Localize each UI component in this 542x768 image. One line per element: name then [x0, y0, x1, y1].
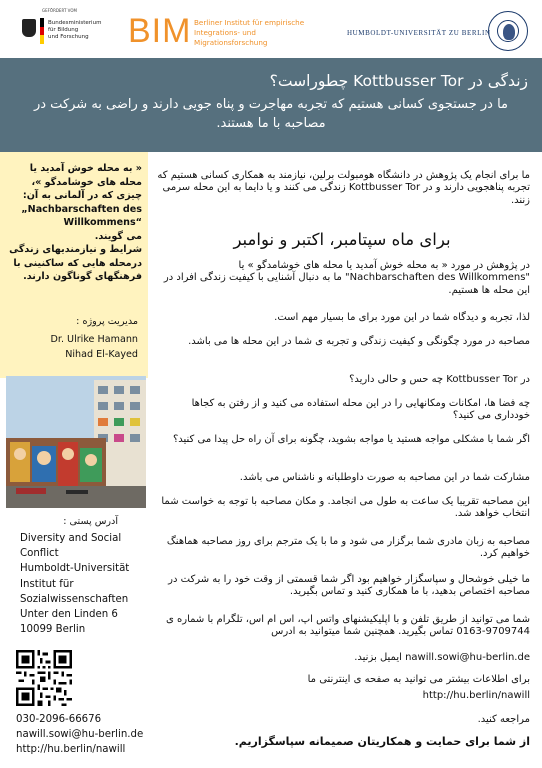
paragraph: مصاحبه در مورد چگونگی و کیفیت زندگی و تجربه ی شما در این محله ها می باشد.	[188, 336, 530, 347]
welcome-text-2: می گویند.	[94, 230, 142, 242]
paragraph	[154, 260, 530, 297]
bim-line: Integrations- und Migrationsforschung	[194, 28, 268, 47]
welcome-box	[6, 162, 142, 284]
header	[0, 0, 542, 58]
manager-label: مدیریت پروژه :	[76, 316, 138, 327]
page-subtitle: ما در جستجوی کسانی هستیم که تجربه مهاجرت و پناه جویی دارند و راضی به شرکت در مصاحبه با ما هستند.	[33, 97, 509, 131]
bmbf-name	[48, 20, 102, 41]
bmbf-logo	[14, 6, 102, 52]
federal-eagle-icon	[22, 19, 36, 37]
sidebar	[0, 152, 148, 768]
paragraph-text: شما می توانید از طریق تلفن و با اپلیکیشنهای واتس اپ، اس ام اس، تلگرام با شماره ی	[166, 614, 530, 625]
phone-number: 0163-9709744	[456, 626, 530, 638]
paragraph-text: ایمیل بزنید.	[354, 652, 402, 663]
address-line: Humboldt-Universität	[20, 563, 130, 575]
thanks-line: از شما برای حمایت و همکاریتان صمیمانه سپاسگزاریم.	[234, 735, 530, 748]
paragraph: ما خیلی خوشحال و سپاسگزار خواهیم بود اگر شما قسمتی از وقت خود را به شرکت در مصاحبه اختصاص بدهید، با ما همکاری کنید و تماس بگیرید.	[168, 574, 530, 598]
address-line: Conflict	[20, 548, 59, 560]
place-name: Kottbusser Tor	[446, 374, 518, 385]
welcome-german: „Nachbarschaften des Willkommens“	[21, 203, 142, 228]
date-heading: برای ماه سپتامبر، اکتبر و نوامبر	[233, 230, 451, 249]
paragraph: مشارکت شما در این مصاحبه به صورت داوطلبانه و ناشناس می باشد.	[239, 472, 530, 483]
address-line: Diversity and Social	[20, 533, 122, 544]
intro-text-2: زندگی می کنند و یا دایما به این محله سرمی زنند.	[162, 182, 530, 206]
intro-text: ما برای انجام یک پژوهش در دانشگاه هومبولت برلین، نیازمند به همکاری کسانی هستیم که تجربه پناهجویی دارند و در	[157, 170, 530, 194]
paragraph: لذا، تجربه و دیدگاه شما در این مورد برای ما بسیار مهم است.	[274, 312, 530, 323]
german-flag-icon	[40, 18, 44, 44]
hu-seal-portrait	[503, 24, 515, 40]
welcome-text: « به محله خوش آمدید یا محله های خوشامدگو »، چیزی که در آلمانی به آن:	[22, 163, 142, 201]
paragraph-text: در پژوهش در مورد « به محله خوش آمدید یا محله های خوشامدگو » یا	[238, 260, 530, 271]
bmbf-tag: GEFÖRDERT VOM	[42, 8, 77, 13]
qr-code[interactable]	[16, 650, 72, 706]
manager-name: Dr. Ulrike Hamann	[50, 334, 138, 345]
manager-list	[8, 332, 138, 362]
intro-paragraph	[154, 170, 530, 207]
kottbusser-tor-photo	[6, 376, 146, 508]
address-line: Unter den Linden 6	[20, 609, 118, 621]
paragraph-text: تماس بگیرید. همچنین شما میتوانید به ادرس	[271, 626, 454, 638]
bmbf-line: für Bildung	[48, 27, 79, 33]
manager-name: Nihad El-Kayed	[65, 349, 138, 360]
paragraph: اگر شما با مشکلی مواجه هستید یا مواجه بشوید، چگونه برای آن راه حل پیدا می کنید؟	[172, 434, 530, 445]
paragraph-text: ما به دنبال آشنایی با کیفیت زندگی افراد در این محله ها هستیم.	[163, 272, 530, 296]
title-banner	[0, 58, 542, 152]
german-phrase: "Nachbarschaften des Willkommens"	[345, 272, 530, 284]
paragraph: این مصاحبه تقریبا یک ساعت به طول می انجامد. و مکان مصاحبه با توجه به خواست شما انتخاب خواهد شد.	[161, 496, 530, 520]
hu-name: HUMBOLDT-UNIVERSITÄT ZU BERLIN	[347, 29, 491, 37]
address-label: آدرس پستی :	[63, 516, 118, 527]
email-link[interactable]: nawill.sowi@hu-berlin.de	[405, 652, 530, 663]
address-line: Institut für	[20, 578, 74, 590]
paragraph: برای اطلاعات بیشتر می توانید به صفحه ی اینترنتی ما	[307, 674, 530, 685]
paragraph	[154, 374, 530, 386]
place-name: Kottbusser Tor	[348, 182, 421, 194]
bmbf-line: und Forschung	[48, 34, 89, 40]
bim-name	[194, 18, 329, 48]
email-link[interactable]: nawill.sowi@hu-berlin.de	[16, 729, 144, 740]
contact-details	[16, 712, 146, 757]
bmbf-line: Bundesministerium	[48, 20, 102, 26]
postal-address	[20, 531, 144, 637]
paragraph-text: در	[520, 374, 530, 385]
paragraph: مصاحبه به زبان مادری شما برگزار می شود و ما با یک مترجم برای روز مصاحبه هماهنگ خواهیم کرد.	[166, 536, 530, 560]
welcome-text-3: شرایط و نیازمندیهای زندگی درمحله هایی که ساکنینی با فرهنگهای گوناگون دارند.	[9, 244, 142, 282]
page-title: زندگی در Kottbusser Tor چطوراست؟	[269, 72, 528, 90]
website-link[interactable]: http://hu.berlin/nawill	[16, 744, 126, 755]
address-line: 10099 Berlin	[20, 624, 86, 636]
main-content	[154, 152, 530, 768]
paragraph	[154, 652, 530, 664]
paragraph: چه فضا ها، امکانات ومکانهایی را در این محله استفاده می کنید و از رفتن به کجاها خودداری می کنید؟	[191, 398, 530, 422]
paragraph	[154, 614, 530, 639]
bim-line: Berliner Institut für empirische	[194, 18, 305, 27]
hu-seal-icon	[488, 11, 528, 51]
bim-logo: BIM	[128, 12, 192, 50]
website-link[interactable]: http://hu.berlin/nawill	[422, 690, 530, 701]
address-line: Sozialwissenschaften	[20, 593, 129, 605]
paragraph: مراجعه کنید.	[477, 714, 530, 725]
phone-number: 030-2096-66676	[16, 714, 102, 725]
paragraph-text: چه حس و حالی دارید؟	[349, 374, 444, 385]
